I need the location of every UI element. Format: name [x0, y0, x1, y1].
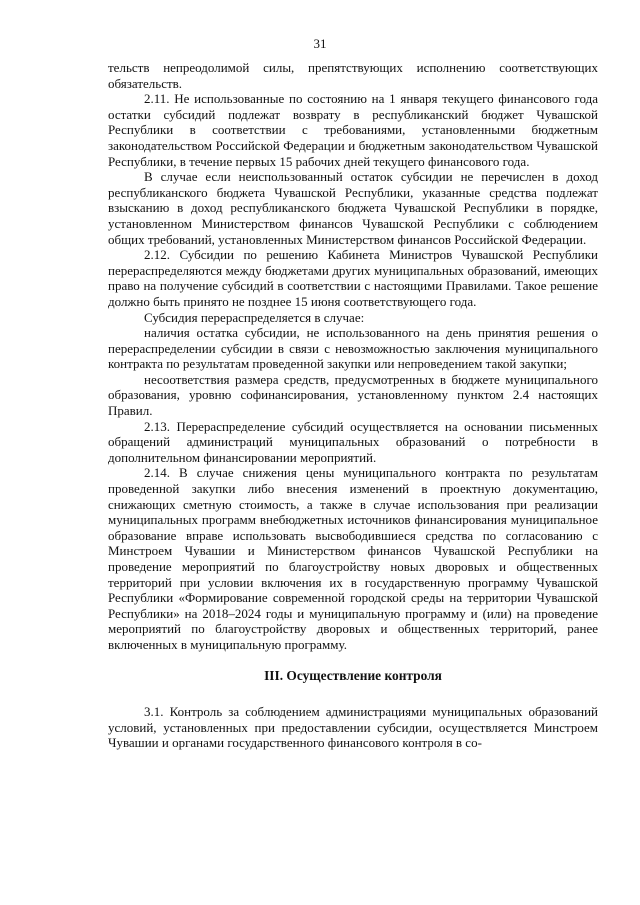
paragraph-case-balance: наличия остатка субсидии, не использованного на день принятия решения о перераспределении субсидии в связи с невозможностью заключения муниципального контракта по результатам проведенной закупки или непроведением такой закупки;: [108, 325, 598, 372]
section-heading: III. Осуществление контроля: [264, 667, 442, 683]
paragraph-2-13: 2.13. Перераспределение субсидий осуществляется на основании письменных обращений администраций муниципальных образований о потребности в дополнительном финансировании мероприятий.: [108, 418, 598, 465]
page-number: 31: [313, 36, 327, 51]
paragraph-redistribution-cases: Субсидия перераспределяется в случае:: [144, 309, 365, 325]
document-body: [108, 60, 598, 751]
paragraph-2-14: 2.14. В случае снижения цены муниципального контракта по результатам проведенной закупки либо внесения изменений в проектную документацию, снижающих сметную стоимость, а также в случае использования при реализации муниципальных программ внебюджетных источников финансирования муниципальное образование вправе использовать высвободившиеся средства по согласованию с Минстроем Чувашии и Министерством финансов Чувашской Республики на проведение мероприятий по благоустройству новых дворовых и общественных территорий при условии включения их в государственную программу Чувашской Республики «Формирование современной городской среды на территории Чувашской Республики» на 2018–2024 годы и муниципальную программу и (или) на проведение мероприятий по благоустройству дворовых и общественных территорий, ранее включенных в муниципальную программу.: [108, 465, 598, 652]
paragraph-case-mismatch: несоответствия размера средств, предусмотренных в бюджете муниципального образования, уровню софинансирования, установленному пунктом 2.4 настоящих Правил.: [108, 371, 598, 419]
paragraph-2-11: 2.11. Не использованные по состоянию на 1 января текущего финансового года остатки субсидий подлежат возврату в республиканский бюджет Чувашской Республики в соответствии с требованиями, установленными бюджетным законодательством Российской Федерации и бюджетным законодательством Чувашской Республики, в течение первых 15 рабочих дней текущего финансового года.: [108, 91, 598, 169]
paragraph-3-1: 3.1. Контроль за соблюдением администрациями муниципальных образований условий, установленных при предоставлении субсидии, осуществляется Минстроем Чувашии и органами государственного финансового контроля в со-: [108, 704, 598, 751]
paragraph-continuation: тельств непреодолимой силы, препятствующих исполнению соответствующих обязательств.: [108, 60, 598, 91]
paragraph-unused-balance: В случае если неиспользованный остаток субсидии не перечислен в доход республиканского бюджета Чувашской Республики, указанные средства подлежат взысканию в доход республиканского бюджета Чувашской Республики в порядке, установленном Министерством финансов Чувашской Республики с соблюдением общих требований, установленных Министерством финансов Российской Федерации.: [108, 169, 598, 247]
paragraph-2-12: 2.12. Субсидии по решению Кабинета Министров Чувашской Республики перераспределяются между бюджетами других муниципальных образований, имеющих право на получение субсидий в соответствии с настоящими Правилами. Такое решение должно быть принято не позднее 15 июня соответствующего года.: [108, 247, 598, 309]
